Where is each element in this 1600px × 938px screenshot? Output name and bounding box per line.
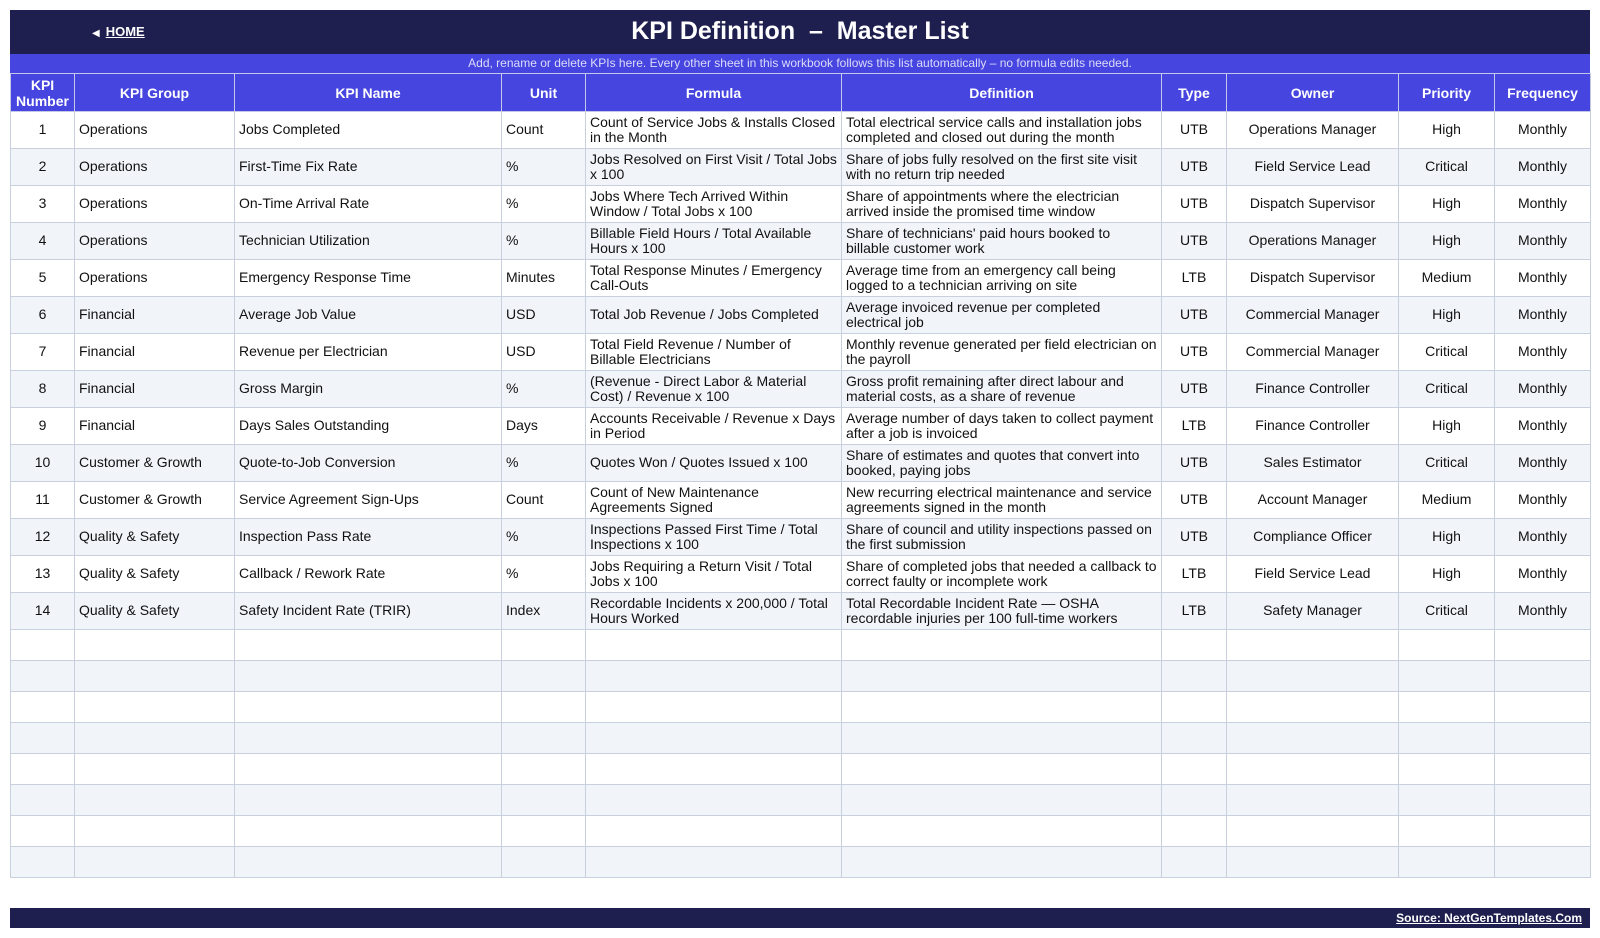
empty-cell[interactable] [1399, 692, 1495, 723]
empty-cell[interactable] [11, 661, 75, 692]
cell-definition[interactable]: Average invoiced revenue per completed electrical job [842, 297, 1162, 334]
cell-kpi-name[interactable]: Inspection Pass Rate [235, 519, 502, 556]
cell-frequency[interactable]: Monthly [1495, 556, 1591, 593]
cell-type[interactable]: UTB [1162, 482, 1227, 519]
cell-owner[interactable]: Field Service Lead [1227, 149, 1399, 186]
cell-kpi-number[interactable]: 13 [11, 556, 75, 593]
column-header-kpi-group[interactable]: KPI Group [75, 74, 235, 112]
empty-cell[interactable] [235, 630, 502, 661]
cell-formula[interactable]: Billable Field Hours / Total Available Hours x 100 [586, 223, 842, 260]
empty-cell[interactable] [1162, 630, 1227, 661]
cell-unit[interactable]: Days [502, 408, 586, 445]
cell-owner[interactable]: Account Manager [1227, 482, 1399, 519]
cell-type[interactable]: UTB [1162, 223, 1227, 260]
empty-cell[interactable] [502, 630, 586, 661]
empty-cell[interactable] [235, 754, 502, 785]
cell-type[interactable]: UTB [1162, 186, 1227, 223]
cell-kpi-number[interactable]: 9 [11, 408, 75, 445]
empty-row [11, 630, 1591, 661]
empty-cell[interactable] [502, 661, 586, 692]
table-row [11, 519, 1591, 556]
cell-formula[interactable]: Total Job Revenue / Jobs Completed [586, 297, 842, 334]
cell-priority[interactable]: High [1399, 408, 1495, 445]
empty-cell[interactable] [1399, 785, 1495, 816]
cell-type[interactable]: LTB [1162, 556, 1227, 593]
empty-cell[interactable] [75, 754, 235, 785]
empty-cell[interactable] [235, 723, 502, 754]
cell-kpi-name[interactable]: Gross Margin [235, 371, 502, 408]
empty-cell[interactable] [11, 630, 75, 661]
empty-row [11, 723, 1591, 754]
cell-kpi-name[interactable]: Safety Incident Rate (TRIR) [235, 593, 502, 630]
cell-owner[interactable]: Dispatch Supervisor [1227, 260, 1399, 297]
home-label: HOME [105, 24, 145, 39]
cell-owner[interactable]: Field Service Lead [1227, 556, 1399, 593]
empty-cell[interactable] [842, 661, 1162, 692]
cell-kpi-group[interactable]: Quality & Safety [75, 556, 235, 593]
empty-row [11, 785, 1591, 816]
empty-cell[interactable] [502, 847, 586, 878]
cell-definition[interactable]: Monthly revenue generated per field electrician on the payroll [842, 334, 1162, 371]
cell-owner[interactable]: Commercial Manager [1227, 334, 1399, 371]
empty-cell[interactable] [1162, 847, 1227, 878]
table-row [11, 223, 1591, 260]
empty-cell[interactable] [1399, 723, 1495, 754]
cell-kpi-group[interactable]: Operations [75, 149, 235, 186]
column-header-formula[interactable]: Formula [586, 74, 842, 112]
empty-cell[interactable] [1162, 661, 1227, 692]
cell-formula[interactable]: Inspections Passed First Time / Total Inspections x 100 [586, 519, 842, 556]
empty-cell[interactable] [842, 785, 1162, 816]
cell-frequency[interactable]: Monthly [1495, 445, 1591, 482]
empty-cell[interactable] [75, 847, 235, 878]
empty-cell[interactable] [1227, 692, 1399, 723]
cell-kpi-group[interactable]: Operations [75, 112, 235, 149]
cell-owner[interactable]: Safety Manager [1227, 593, 1399, 630]
empty-cell[interactable] [1162, 785, 1227, 816]
cell-definition[interactable]: Share of technicians' paid hours booked to billable customer work [842, 223, 1162, 260]
cell-kpi-group[interactable]: Financial [75, 408, 235, 445]
cell-type[interactable]: UTB [1162, 334, 1227, 371]
empty-cell[interactable] [1227, 754, 1399, 785]
column-header-owner[interactable]: Owner [1227, 74, 1399, 112]
cell-priority[interactable]: Medium [1399, 260, 1495, 297]
empty-cell[interactable] [842, 723, 1162, 754]
cell-kpi-name[interactable]: Jobs Completed [235, 112, 502, 149]
empty-cell[interactable] [1227, 785, 1399, 816]
empty-cell[interactable] [1399, 847, 1495, 878]
cell-unit[interactable]: % [502, 149, 586, 186]
kpi-master-table [10, 73, 1591, 878]
empty-cell[interactable] [1495, 847, 1591, 878]
cell-definition[interactable]: Share of appointments where the electrician arrived inside the promised time window [842, 186, 1162, 223]
empty-cell[interactable] [502, 723, 586, 754]
table-row [11, 186, 1591, 223]
page-title: KPI Definition – Master List [631, 17, 969, 45]
column-header-definition[interactable]: Definition [842, 74, 1162, 112]
cell-unit[interactable]: % [502, 445, 586, 482]
cell-type[interactable]: LTB [1162, 408, 1227, 445]
cell-kpi-name[interactable]: Emergency Response Time [235, 260, 502, 297]
cell-formula[interactable]: Count of New Maintenance Agreements Signed [586, 482, 842, 519]
cell-unit[interactable]: Minutes [502, 260, 586, 297]
empty-cell[interactable] [75, 723, 235, 754]
table-row [11, 112, 1591, 149]
empty-cell[interactable] [75, 630, 235, 661]
table-row [11, 371, 1591, 408]
cell-unit[interactable]: % [502, 371, 586, 408]
cell-kpi-group[interactable]: Customer & Growth [75, 445, 235, 482]
footer-bar [10, 908, 1590, 928]
cell-kpi-name[interactable]: On-Time Arrival Rate [235, 186, 502, 223]
cell-owner[interactable]: Dispatch Supervisor [1227, 186, 1399, 223]
column-header-priority[interactable]: Priority [1399, 74, 1495, 112]
table-row [11, 334, 1591, 371]
cell-priority[interactable]: Medium [1399, 482, 1495, 519]
empty-cell[interactable] [1227, 847, 1399, 878]
empty-cell[interactable] [1162, 754, 1227, 785]
cell-kpi-number[interactable]: 1 [11, 112, 75, 149]
empty-cell[interactable] [235, 816, 502, 847]
cell-frequency[interactable]: Monthly [1495, 371, 1591, 408]
cell-kpi-number[interactable]: 10 [11, 445, 75, 482]
cell-unit[interactable]: % [502, 186, 586, 223]
table-row [11, 445, 1591, 482]
table-row [11, 297, 1591, 334]
cell-kpi-name[interactable]: Revenue per Electrician [235, 334, 502, 371]
empty-cell[interactable] [1495, 816, 1591, 847]
cell-definition[interactable]: Average time from an emergency call being logged to a technician arriving on site [842, 260, 1162, 297]
empty-cell[interactable] [11, 754, 75, 785]
cell-priority[interactable]: Critical [1399, 593, 1495, 630]
cell-formula[interactable]: Count of Service Jobs & Installs Closed in the Month [586, 112, 842, 149]
left-triangle-icon: ◀ [92, 28, 100, 39]
cell-formula[interactable]: Quotes Won / Quotes Issued x 100 [586, 445, 842, 482]
empty-cell[interactable] [1399, 754, 1495, 785]
cell-unit[interactable]: % [502, 519, 586, 556]
cell-priority[interactable]: Critical [1399, 371, 1495, 408]
cell-kpi-name[interactable]: Callback / Rework Rate [235, 556, 502, 593]
cell-owner[interactable]: Operations Manager [1227, 223, 1399, 260]
cell-frequency[interactable]: Monthly [1495, 112, 1591, 149]
cell-formula[interactable]: Total Response Minutes / Emergency Call-Outs [586, 260, 842, 297]
empty-row [11, 847, 1591, 878]
cell-kpi-number[interactable]: 3 [11, 186, 75, 223]
empty-cell[interactable] [75, 816, 235, 847]
table-row [11, 408, 1591, 445]
cell-type[interactable]: LTB [1162, 593, 1227, 630]
cell-definition[interactable]: Share of completed jobs that needed a callback to correct faulty or incomplete work [842, 556, 1162, 593]
cell-kpi-group[interactable]: Quality & Safety [75, 519, 235, 556]
empty-cell[interactable] [75, 661, 235, 692]
cell-unit[interactable]: Count [502, 112, 586, 149]
cell-kpi-name[interactable]: First-Time Fix Rate [235, 149, 502, 186]
cell-formula[interactable]: Accounts Receivable / Revenue x Days in Period [586, 408, 842, 445]
empty-cell[interactable] [1227, 630, 1399, 661]
cell-frequency[interactable]: Monthly [1495, 408, 1591, 445]
cell-formula[interactable]: Jobs Requiring a Return Visit / Total Jobs x 100 [586, 556, 842, 593]
table-body [11, 112, 1591, 878]
cell-definition[interactable]: Share of council and utility inspections passed on the first submission [842, 519, 1162, 556]
table-row [11, 260, 1591, 297]
cell-frequency[interactable]: Monthly [1495, 186, 1591, 223]
empty-cell[interactable] [1227, 816, 1399, 847]
cell-kpi-number[interactable]: 6 [11, 297, 75, 334]
cell-kpi-group[interactable]: Operations [75, 260, 235, 297]
cell-owner[interactable]: Commercial Manager [1227, 297, 1399, 334]
cell-unit[interactable]: USD [502, 334, 586, 371]
empty-cell[interactable] [11, 847, 75, 878]
empty-cell[interactable] [11, 723, 75, 754]
column-header-kpi-number[interactable]: KPI Number [11, 74, 75, 112]
cell-frequency[interactable]: Monthly [1495, 482, 1591, 519]
cell-kpi-group[interactable]: Financial [75, 297, 235, 334]
cell-kpi-group[interactable]: Financial [75, 334, 235, 371]
cell-formula[interactable]: (Revenue - Direct Labor & Material Cost) / Revenue x 100 [586, 371, 842, 408]
empty-cell[interactable] [1495, 754, 1591, 785]
empty-cell[interactable] [1227, 661, 1399, 692]
empty-cell[interactable] [11, 785, 75, 816]
cell-priority[interactable]: Critical [1399, 149, 1495, 186]
cell-type[interactable]: UTB [1162, 371, 1227, 408]
cell-type[interactable]: UTB [1162, 112, 1227, 149]
cell-kpi-group[interactable]: Operations [75, 186, 235, 223]
cell-definition[interactable]: Share of jobs fully resolved on the first site visit with no return trip needed [842, 149, 1162, 186]
title-bar [10, 10, 1590, 54]
empty-row [11, 661, 1591, 692]
table-row [11, 556, 1591, 593]
cell-kpi-group[interactable]: Customer & Growth [75, 482, 235, 519]
cell-frequency[interactable]: Monthly [1495, 260, 1591, 297]
cell-formula[interactable]: Recordable Incidents x 200,000 / Total Hours Worked [586, 593, 842, 630]
subtitle-banner: Add, rename or delete KPIs here. Every other sheet in this workbook follows this list automatically – no formula edits needed. [10, 54, 1590, 73]
column-header-type[interactable]: Type [1162, 74, 1227, 112]
empty-cell[interactable] [502, 692, 586, 723]
empty-cell[interactable] [1495, 692, 1591, 723]
cell-kpi-group[interactable]: Financial [75, 371, 235, 408]
empty-cell[interactable] [1162, 816, 1227, 847]
cell-owner[interactable]: Compliance Officer [1227, 519, 1399, 556]
cell-kpi-name[interactable]: Technician Utilization [235, 223, 502, 260]
cell-kpi-number[interactable]: 5 [11, 260, 75, 297]
table-row [11, 482, 1591, 519]
cell-owner[interactable]: Sales Estimator [1227, 445, 1399, 482]
empty-cell[interactable] [502, 785, 586, 816]
empty-cell[interactable] [842, 754, 1162, 785]
empty-cell[interactable] [586, 692, 842, 723]
cell-definition[interactable]: Gross profit remaining after direct labour and material costs, as a share of revenue [842, 371, 1162, 408]
empty-cell[interactable] [1399, 661, 1495, 692]
cell-owner[interactable]: Operations Manager [1227, 112, 1399, 149]
cell-priority[interactable]: High [1399, 112, 1495, 149]
empty-cell[interactable] [235, 847, 502, 878]
cell-priority[interactable]: High [1399, 223, 1495, 260]
empty-cell[interactable] [11, 816, 75, 847]
cell-formula[interactable]: Jobs Where Tech Arrived Within Window / Total Jobs x 100 [586, 186, 842, 223]
empty-cell[interactable] [1162, 692, 1227, 723]
cell-formula[interactable]: Total Field Revenue / Number of Billable Electricians [586, 334, 842, 371]
cell-type[interactable]: UTB [1162, 519, 1227, 556]
cell-owner[interactable]: Finance Controller [1227, 371, 1399, 408]
empty-cell[interactable] [586, 847, 842, 878]
cell-kpi-name[interactable]: Service Agreement Sign-Ups [235, 482, 502, 519]
empty-cell[interactable] [1495, 785, 1591, 816]
cell-priority[interactable]: Critical [1399, 445, 1495, 482]
cell-frequency[interactable]: Monthly [1495, 149, 1591, 186]
empty-cell[interactable] [586, 754, 842, 785]
empty-cell[interactable] [235, 692, 502, 723]
cell-frequency[interactable]: Monthly [1495, 519, 1591, 556]
cell-kpi-name[interactable]: Days Sales Outstanding [235, 408, 502, 445]
empty-cell[interactable] [1399, 816, 1495, 847]
empty-cell[interactable] [75, 785, 235, 816]
cell-kpi-number[interactable]: 7 [11, 334, 75, 371]
empty-cell[interactable] [1495, 661, 1591, 692]
cell-priority[interactable]: Critical [1399, 334, 1495, 371]
cell-type[interactable]: UTB [1162, 149, 1227, 186]
cell-priority[interactable]: High [1399, 186, 1495, 223]
cell-priority[interactable]: High [1399, 556, 1495, 593]
cell-definition[interactable]: Total electrical service calls and installation jobs completed and closed out during the month [842, 112, 1162, 149]
cell-kpi-number[interactable]: 8 [11, 371, 75, 408]
empty-cell[interactable] [1162, 723, 1227, 754]
empty-cell[interactable] [75, 692, 235, 723]
cell-kpi-name[interactable]: Quote-to-Job Conversion [235, 445, 502, 482]
empty-cell[interactable] [502, 816, 586, 847]
cell-kpi-number[interactable]: 4 [11, 223, 75, 260]
table-header-row [11, 74, 1591, 112]
empty-cell[interactable] [586, 630, 842, 661]
cell-definition[interactable]: New recurring electrical maintenance and service agreements signed in the month [842, 482, 1162, 519]
column-header-frequency[interactable]: Frequency [1495, 74, 1591, 112]
empty-cell[interactable] [842, 816, 1162, 847]
empty-cell[interactable] [1227, 723, 1399, 754]
cell-frequency[interactable]: Monthly [1495, 223, 1591, 260]
cell-kpi-group[interactable]: Quality & Safety [75, 593, 235, 630]
empty-cell[interactable] [1399, 630, 1495, 661]
cell-unit[interactable]: % [502, 556, 586, 593]
empty-cell[interactable] [235, 785, 502, 816]
empty-cell[interactable] [842, 847, 1162, 878]
empty-cell[interactable] [11, 692, 75, 723]
cell-priority[interactable]: High [1399, 519, 1495, 556]
empty-cell[interactable] [502, 754, 586, 785]
cell-kpi-number[interactable]: 2 [11, 149, 75, 186]
cell-unit[interactable]: USD [502, 297, 586, 334]
empty-cell[interactable] [586, 816, 842, 847]
cell-unit[interactable]: Count [502, 482, 586, 519]
empty-row [11, 754, 1591, 785]
cell-type[interactable]: LTB [1162, 260, 1227, 297]
empty-cell[interactable] [235, 661, 502, 692]
cell-kpi-number[interactable]: 14 [11, 593, 75, 630]
cell-definition[interactable]: Share of estimates and quotes that convert into booked, paying jobs [842, 445, 1162, 482]
cell-unit[interactable]: % [502, 223, 586, 260]
empty-cell[interactable] [1495, 630, 1591, 661]
cell-type[interactable]: UTB [1162, 445, 1227, 482]
column-header-kpi-name[interactable]: KPI Name [235, 74, 502, 112]
cell-frequency[interactable]: Monthly [1495, 334, 1591, 371]
column-header-unit[interactable]: Unit [502, 74, 586, 112]
cell-kpi-group[interactable]: Operations [75, 223, 235, 260]
cell-type[interactable]: UTB [1162, 297, 1227, 334]
empty-cell[interactable] [586, 785, 842, 816]
cell-kpi-number[interactable]: 11 [11, 482, 75, 519]
empty-cell[interactable] [842, 630, 1162, 661]
source-link[interactable]: Source: NextGenTemplates.Com [1396, 911, 1582, 925]
empty-cell[interactable] [1495, 723, 1591, 754]
empty-cell[interactable] [842, 692, 1162, 723]
empty-row [11, 816, 1591, 847]
cell-formula[interactable]: Jobs Resolved on First Visit / Total Jobs x 100 [586, 149, 842, 186]
cell-definition[interactable]: Total Recordable Incident Rate — OSHA recordable injuries per 100 full-time workers [842, 593, 1162, 630]
cell-frequency[interactable]: Monthly [1495, 593, 1591, 630]
cell-priority[interactable]: High [1399, 297, 1495, 334]
table-row [11, 149, 1591, 186]
cell-kpi-name[interactable]: Average Job Value [235, 297, 502, 334]
empty-cell[interactable] [586, 661, 842, 692]
cell-frequency[interactable]: Monthly [1495, 297, 1591, 334]
cell-definition[interactable]: Average number of days taken to collect payment after a job is invoiced [842, 408, 1162, 445]
cell-owner[interactable]: Finance Controller [1227, 408, 1399, 445]
empty-cell[interactable] [586, 723, 842, 754]
cell-unit[interactable]: Index [502, 593, 586, 630]
cell-kpi-number[interactable]: 12 [11, 519, 75, 556]
empty-row [11, 692, 1591, 723]
table-row [11, 593, 1591, 630]
